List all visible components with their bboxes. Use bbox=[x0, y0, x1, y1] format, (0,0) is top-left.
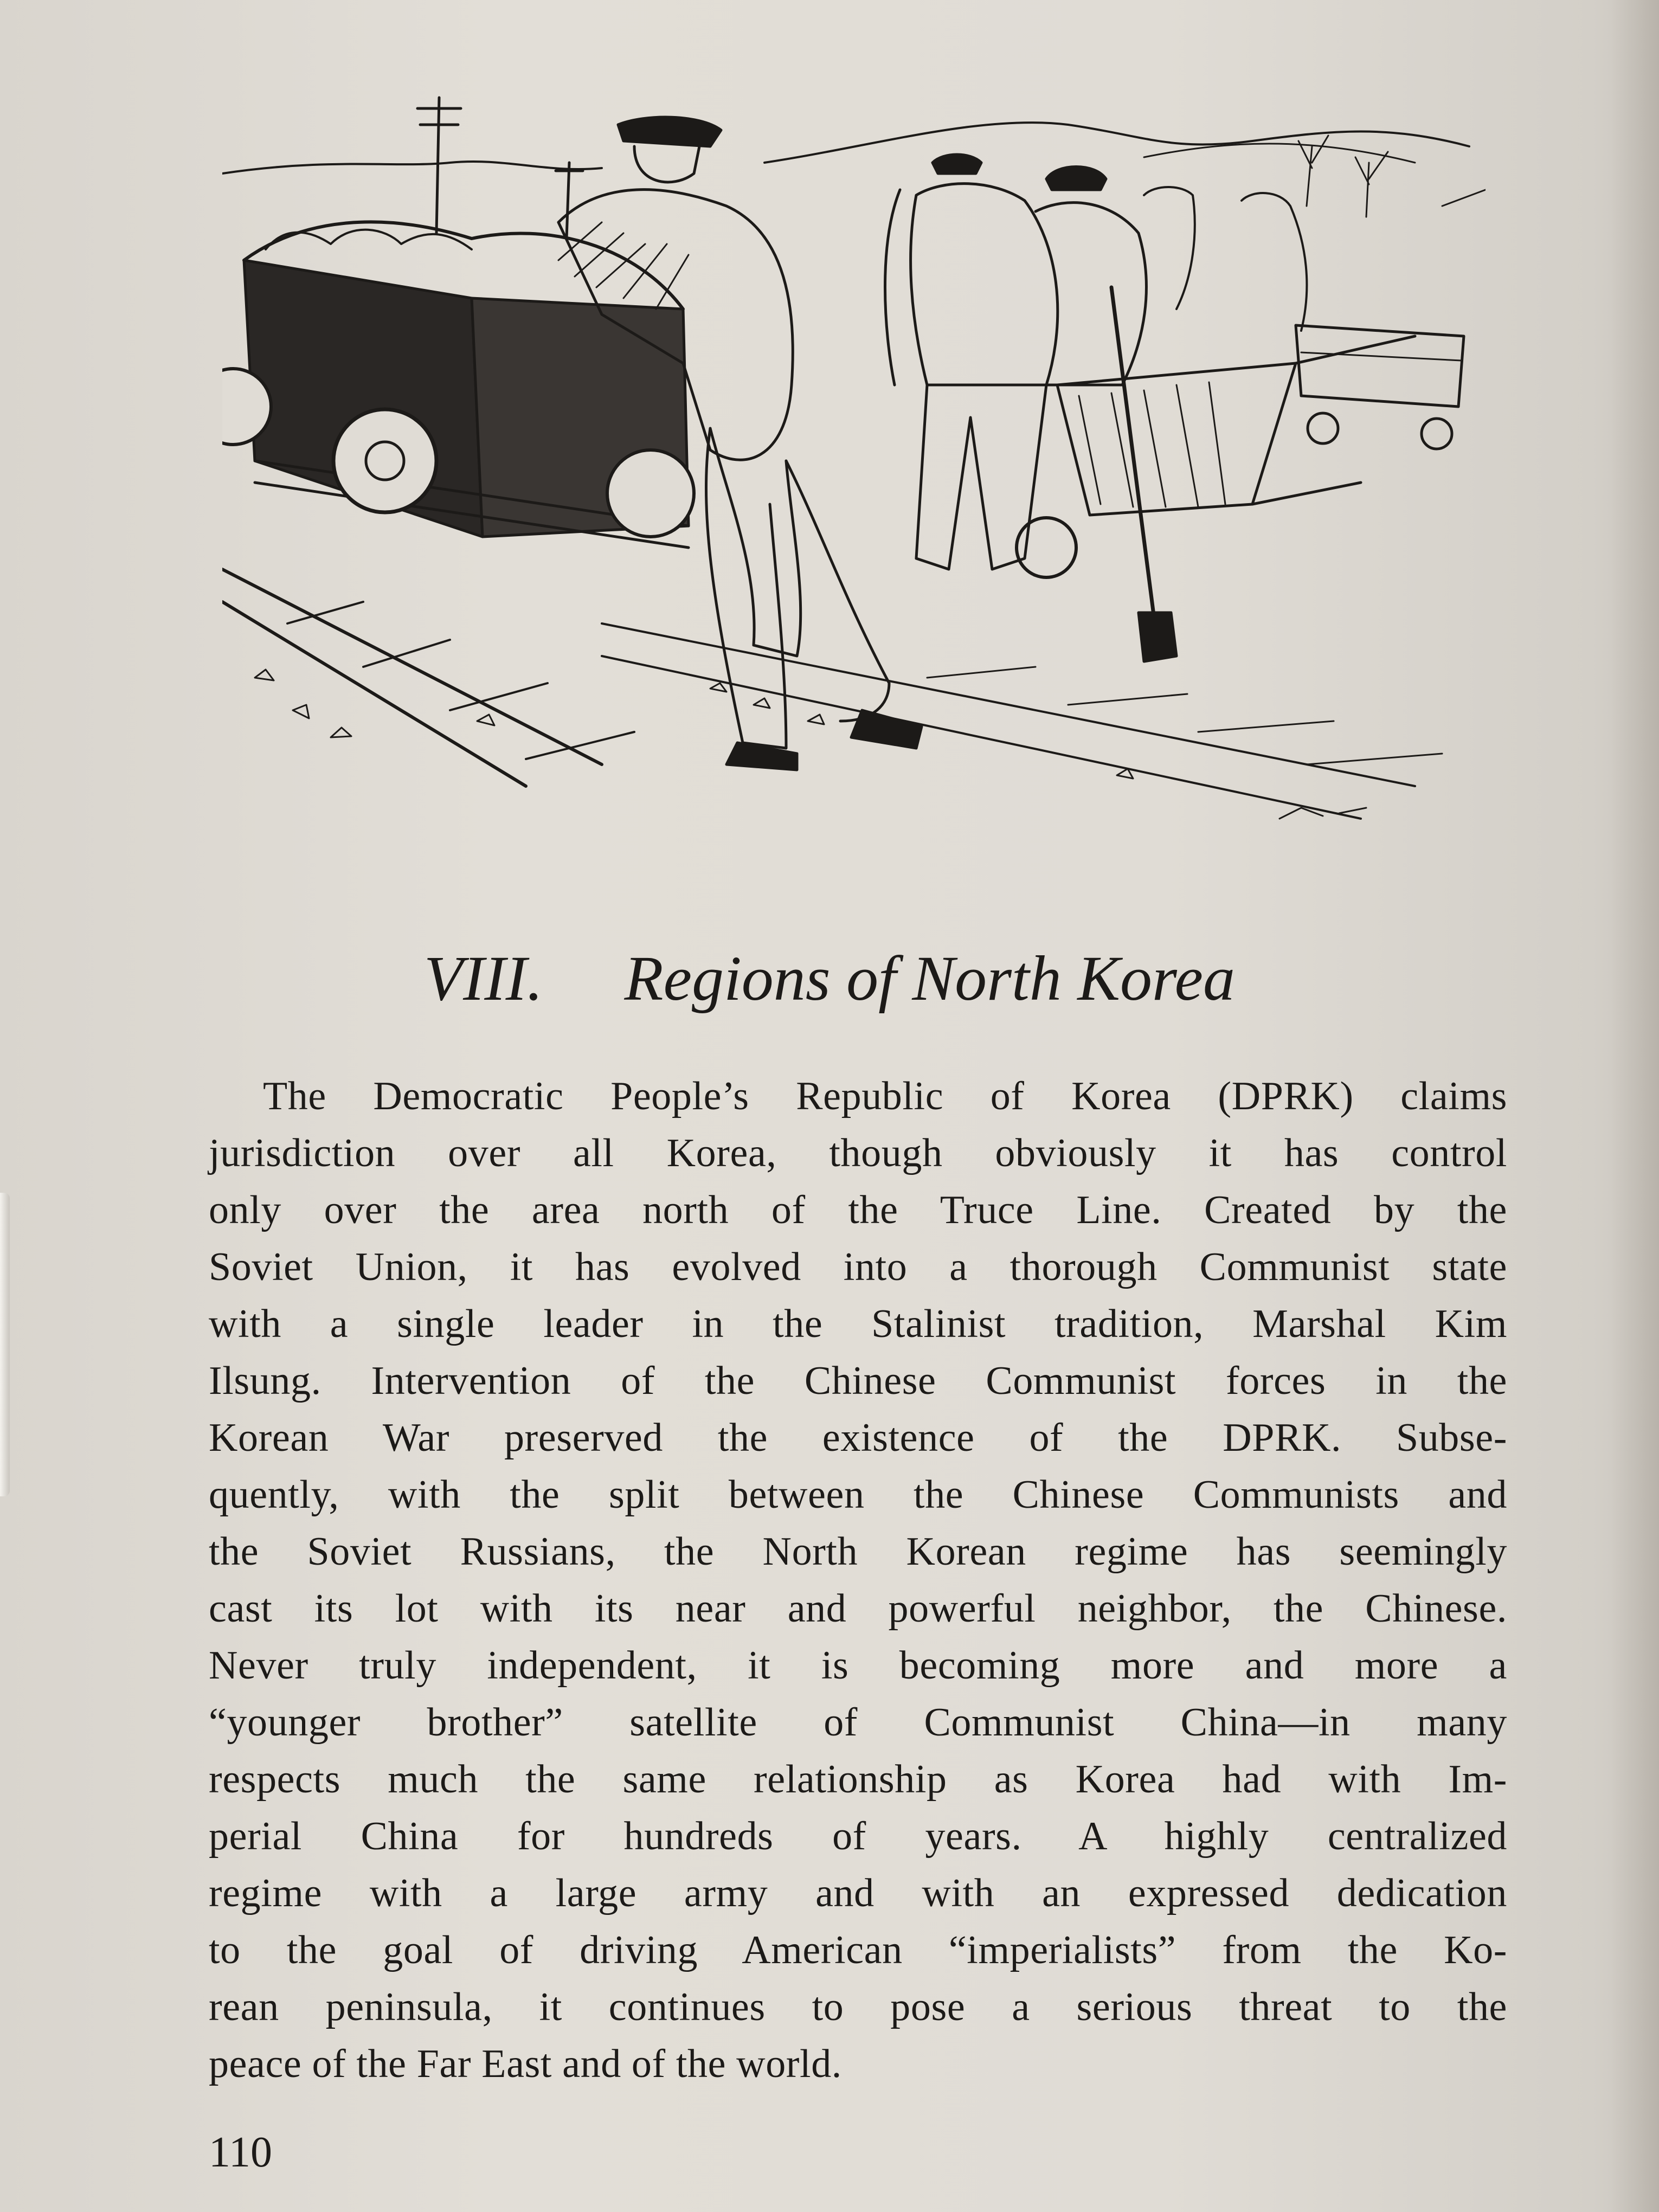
worker-figure-3 bbox=[1036, 167, 1176, 662]
text-line: The Democratic People’s Republic of Korea (DPRK) claims bbox=[263, 1074, 1507, 1118]
wheelbarrow bbox=[1017, 336, 1415, 577]
chapter-title: Regions of North Korea bbox=[624, 943, 1235, 1014]
text-line: “younger brother” satellite of Communist China—in many bbox=[209, 1700, 1507, 1745]
page-number: 110 bbox=[209, 2129, 273, 2176]
text-line: only over the area north of the Truce Line. Created by the bbox=[209, 1188, 1507, 1232]
text-line: cast its lot with its near and powerful neighbor, the Chinese. bbox=[209, 1586, 1507, 1631]
text-line: perial China for hundreds of years. A highly centralized bbox=[209, 1814, 1507, 1859]
text-line: to the goal of driving American “imperialists” from the Ko- bbox=[209, 1928, 1507, 1972]
text-line: respects much the same relationship as Korea had with Im- bbox=[209, 1757, 1507, 1802]
text-line: Never truly independent, it is becoming more and more a bbox=[209, 1643, 1507, 1688]
text-line: rean peninsula, it continues to pose a serious threat to the bbox=[209, 1985, 1507, 2029]
railway-work-crew-illustration bbox=[222, 81, 1486, 829]
text-line: Soviet Union, it has evolved into a thorough Communist state bbox=[209, 1245, 1507, 1289]
worker-figure-2 bbox=[885, 155, 1058, 569]
text-line: peace of the Far East and of the world. bbox=[209, 2042, 842, 2086]
text-line: with a single leader in the Stalinist tradition, Marshal Kim bbox=[209, 1302, 1507, 1346]
body-paragraph bbox=[209, 1068, 1507, 2093]
text-line: jurisdiction over all Korea, though obviously it has control bbox=[209, 1131, 1507, 1175]
text-line: regime with a large army and with an expressed dedication bbox=[209, 1871, 1507, 1915]
hopper-car bbox=[222, 222, 694, 548]
text-line: Korean War preserved the existence of the DPRK. Subse- bbox=[209, 1416, 1507, 1460]
text-line: the Soviet Russians, the North Korean regime has seemingly bbox=[209, 1529, 1507, 1574]
chapter-number: VIII. bbox=[424, 943, 543, 1014]
chapter-heading bbox=[0, 933, 1659, 1025]
text-line: Ilsung. Intervention of the Chinese Communist forces in the bbox=[209, 1359, 1507, 1403]
adjacent-page-edge bbox=[0, 1193, 10, 1496]
gutter-shadow bbox=[1610, 0, 1659, 2212]
text-line: quently, with the split between the Chinese Communists and bbox=[209, 1472, 1507, 1517]
